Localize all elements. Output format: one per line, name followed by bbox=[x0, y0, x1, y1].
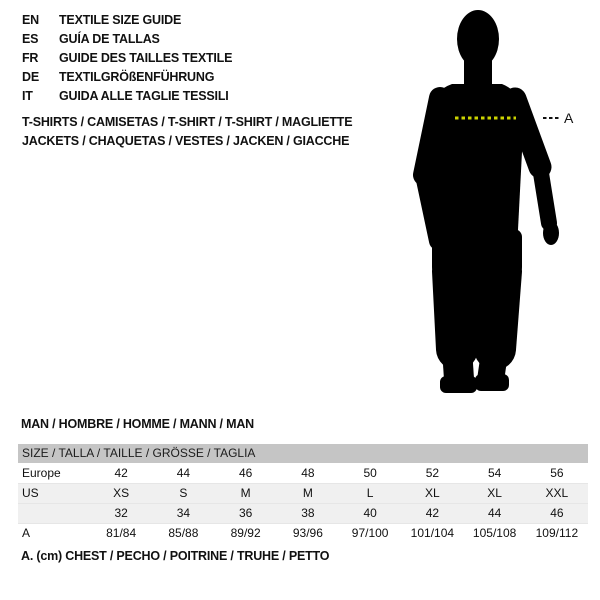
size-cell: 85/88 bbox=[168, 526, 199, 540]
size-table bbox=[18, 444, 588, 543]
row-label bbox=[18, 504, 90, 523]
size-cell: XL bbox=[425, 486, 440, 500]
category-tshirts: T-SHIRTS / CAMISETAS / T-SHIRT / T-SHIRT / MAGLIETTE bbox=[22, 115, 353, 129]
measure-label-a: A bbox=[564, 110, 574, 126]
man-silhouette-svg bbox=[398, 5, 583, 400]
size-cell: XS bbox=[113, 486, 130, 500]
language-label: GUÍA DE TALLAS bbox=[59, 31, 160, 46]
language-code: FR bbox=[22, 50, 39, 65]
size-cell: 101/104 bbox=[410, 526, 455, 540]
table-row-chest-a bbox=[18, 524, 588, 543]
row-label: Europe bbox=[22, 466, 61, 480]
category-list bbox=[22, 113, 352, 151]
table-row-europe bbox=[18, 464, 588, 484]
size-cell: 40 bbox=[363, 506, 377, 520]
size-cell: XL bbox=[487, 486, 502, 500]
size-cell: M bbox=[302, 486, 313, 500]
size-cell: M bbox=[240, 486, 251, 500]
size-cell: 97/100 bbox=[351, 526, 389, 540]
size-cell: 42 bbox=[114, 466, 128, 480]
man-figure bbox=[398, 5, 583, 400]
language-list bbox=[22, 10, 232, 105]
language-row-it bbox=[22, 86, 232, 105]
size-cell: 46 bbox=[238, 466, 253, 480]
size-cell: 44 bbox=[176, 466, 191, 480]
size-cell: 81/84 bbox=[106, 526, 137, 540]
table-header: SIZE / TALLA / TAILLE / GRÖSSE / TAGLIA bbox=[18, 444, 588, 463]
table-row-us-numeric bbox=[18, 504, 588, 524]
table-row-us bbox=[18, 484, 588, 504]
size-cell: 38 bbox=[301, 506, 315, 520]
size-cell: 93/96 bbox=[292, 526, 323, 540]
size-cell: 105/108 bbox=[472, 526, 517, 540]
size-cell: XXL bbox=[545, 486, 569, 500]
size-cell: 36 bbox=[238, 506, 253, 520]
language-row-de bbox=[22, 67, 232, 86]
size-cell: 89/92 bbox=[230, 526, 261, 540]
language-row-en bbox=[22, 10, 232, 29]
language-label: GUIDE DES TAILLES TEXTILE bbox=[59, 50, 233, 65]
category-jackets: JACKETS / CHAQUETAS / VESTES / JACKEN / GIACCHE bbox=[22, 134, 350, 148]
size-cell: 32 bbox=[114, 506, 128, 520]
language-label: TEXTILE SIZE GUIDE bbox=[59, 12, 182, 27]
size-cell: 46 bbox=[550, 506, 564, 520]
row-label: US bbox=[22, 486, 39, 500]
size-cell: 42 bbox=[425, 506, 440, 520]
row-label: A bbox=[22, 526, 31, 540]
size-cell: 48 bbox=[301, 466, 315, 480]
size-cell: S bbox=[179, 486, 188, 500]
language-code: EN bbox=[22, 12, 39, 27]
size-cell: 52 bbox=[425, 466, 440, 480]
language-code: IT bbox=[22, 88, 33, 103]
size-cell: 109/112 bbox=[535, 526, 579, 540]
language-label: TEXTILGRÖßENFÜHRUNG bbox=[59, 69, 215, 84]
size-cell: L bbox=[366, 486, 374, 500]
section-heading: MAN / HOMBRE / HOMME / MANN / MAN bbox=[21, 417, 254, 431]
size-cell: 50 bbox=[363, 466, 377, 480]
language-code: ES bbox=[22, 31, 39, 46]
language-code: DE bbox=[22, 69, 39, 84]
language-row-es bbox=[22, 29, 232, 48]
measurement-note: A. (cm) CHEST / PECHO / POITRINE / TRUHE / PETTO bbox=[21, 549, 330, 563]
man-silhouette bbox=[424, 10, 559, 393]
size-cell: 34 bbox=[176, 506, 191, 520]
language-label: GUIDA ALLE TAGLIE TESSILI bbox=[59, 88, 229, 103]
language-row-fr bbox=[22, 48, 232, 67]
size-cell: 54 bbox=[487, 466, 502, 480]
size-cell: 44 bbox=[487, 506, 502, 520]
size-cell: 56 bbox=[550, 466, 564, 480]
